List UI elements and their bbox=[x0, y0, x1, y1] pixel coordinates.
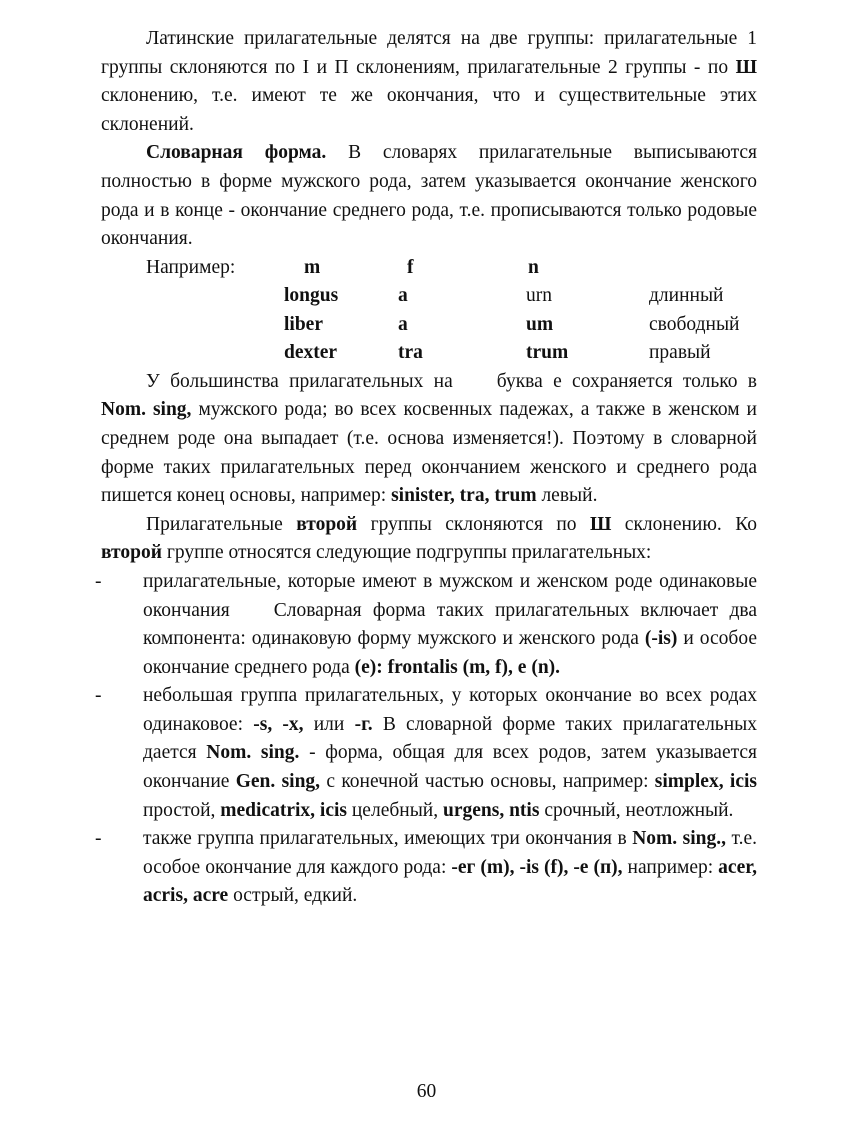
text: левый. bbox=[536, 485, 598, 507]
list-dash: - bbox=[95, 685, 102, 707]
text: мужского рода; во всех косвенных падежах, а также в женском и среднем роде она выпадает (т.е. основа изменяется!). Поэтому в словарной форме таких прилагательных перед окончанием женского и среднего рода пишется конец основы, например: bbox=[101, 399, 757, 507]
bold-text: второй bbox=[296, 513, 358, 535]
example-row bbox=[101, 282, 757, 311]
example-neuter: um bbox=[526, 313, 554, 335]
text: простой, bbox=[143, 799, 221, 821]
text: и особое окончание среднего рода bbox=[143, 628, 758, 678]
list-dash: - bbox=[95, 570, 102, 592]
example-feminine: tra bbox=[398, 342, 423, 364]
section-heading: Словарная форма. bbox=[146, 142, 327, 164]
bold-text: Nom. sing, bbox=[101, 399, 192, 421]
text: склонению, т.е. имеют те же окончания, что и существительные этих склонений. bbox=[101, 85, 757, 135]
paragraph-intro bbox=[101, 25, 757, 139]
header-m: m bbox=[304, 256, 321, 278]
list-item-text bbox=[143, 568, 757, 682]
paragraph-dictionary-form bbox=[101, 139, 757, 253]
example-meaning: правый bbox=[649, 342, 711, 364]
example-header-row bbox=[101, 254, 757, 283]
page-number: 60 bbox=[416, 1081, 437, 1102]
list-item-text bbox=[143, 682, 757, 825]
text: группе относятся следующие подгруппы прилагательных: bbox=[161, 542, 652, 564]
header-f: f bbox=[407, 256, 414, 278]
bold-text: -г. bbox=[354, 713, 373, 735]
text: буква е сохраняется только в bbox=[496, 370, 757, 392]
text: Латинские прилагательные делятся на две группы: прилагательные 1 группы склоняются по I и П склонениям, прилагательные 2 группы - по bbox=[101, 28, 757, 78]
example-row bbox=[101, 339, 757, 368]
text: В словарях прилагательные выписываются полностью в форме мужского рода, затем указывается окончание женского рода и в конце - окончание среднего рода, т.е. прописываются только родовые окончания. bbox=[101, 142, 757, 250]
bold-text: Ш bbox=[589, 513, 612, 535]
example-meaning: длинный bbox=[649, 285, 724, 307]
example-feminine: a bbox=[398, 313, 408, 335]
text: Словарная форма таких прилагательных включает два компонента: одинаковую форму мужского и женского рода bbox=[143, 599, 757, 650]
text: группы склоняются по bbox=[357, 513, 590, 535]
bold-text: Gen. sing, bbox=[235, 771, 321, 793]
paragraph-second-group bbox=[101, 511, 757, 568]
list-dash: - bbox=[95, 828, 102, 850]
text: Прилагательные bbox=[146, 513, 297, 535]
text: - форма, общая для всех родов, затем указывается окончание bbox=[143, 742, 757, 793]
text: небольшая группа прилагательных, у которых окончание во всех родах одинаковое: bbox=[143, 685, 757, 735]
bold-text: Ш bbox=[735, 56, 757, 78]
list-item-text bbox=[143, 825, 757, 911]
example-row bbox=[101, 311, 757, 340]
text: В словарной форме таких прилагательных дается bbox=[143, 713, 757, 764]
bold-text: -s, -x, bbox=[253, 713, 304, 735]
example-neuter: trum bbox=[526, 342, 569, 364]
list-item bbox=[95, 682, 757, 825]
page-content bbox=[95, 25, 758, 911]
text: с конечной частью основы, например: bbox=[320, 771, 655, 793]
example-table bbox=[101, 254, 757, 368]
header-n: n bbox=[528, 256, 539, 278]
text: или bbox=[303, 713, 355, 735]
text: целебный, bbox=[347, 799, 443, 821]
text: срочный, неотложный. bbox=[539, 799, 734, 821]
bold-text: sinister, tra, trum bbox=[391, 485, 537, 507]
example-feminine: a bbox=[398, 285, 408, 307]
bold-text: второй bbox=[101, 542, 162, 564]
bold-text: simplex, icis bbox=[654, 771, 757, 793]
text: например: bbox=[622, 856, 719, 878]
list-item bbox=[95, 568, 758, 682]
example-masculine: longus bbox=[284, 285, 339, 307]
example-neuter: urn bbox=[526, 285, 552, 307]
example-label: Например: bbox=[146, 256, 236, 278]
text: острый, едкий. bbox=[228, 885, 358, 907]
bold-text: Nom. sing., bbox=[632, 828, 727, 850]
bold-text: (e): frontalis (m, f), e (n). bbox=[354, 656, 561, 678]
example-masculine: liber bbox=[284, 313, 323, 335]
text: склонению. Ко bbox=[611, 513, 758, 535]
bold-text: Nom. sing. bbox=[206, 742, 300, 764]
text: т.е. особое окончание для каждого рода: bbox=[143, 828, 757, 878]
bold-text: -ег (m), -is (f), -е (п), bbox=[451, 856, 623, 878]
paragraph-stem-change bbox=[101, 368, 757, 511]
bold-text: medicatrix, icis bbox=[220, 799, 347, 821]
bold-text: urgens, ntis bbox=[443, 799, 540, 821]
text: прилагательные, которые имеют в мужском и женском роде одинаковые окончания bbox=[143, 570, 757, 621]
text: также группа прилагательных, имеющих три окончания в bbox=[143, 828, 633, 850]
example-meaning: свободный bbox=[649, 313, 740, 335]
list-item bbox=[95, 825, 757, 911]
bold-text: (-is) bbox=[644, 628, 678, 650]
example-masculine: dexter bbox=[284, 342, 338, 364]
bold-text: acer, acris, acre bbox=[143, 856, 757, 907]
text: У большинства прилагательных на bbox=[146, 370, 453, 392]
